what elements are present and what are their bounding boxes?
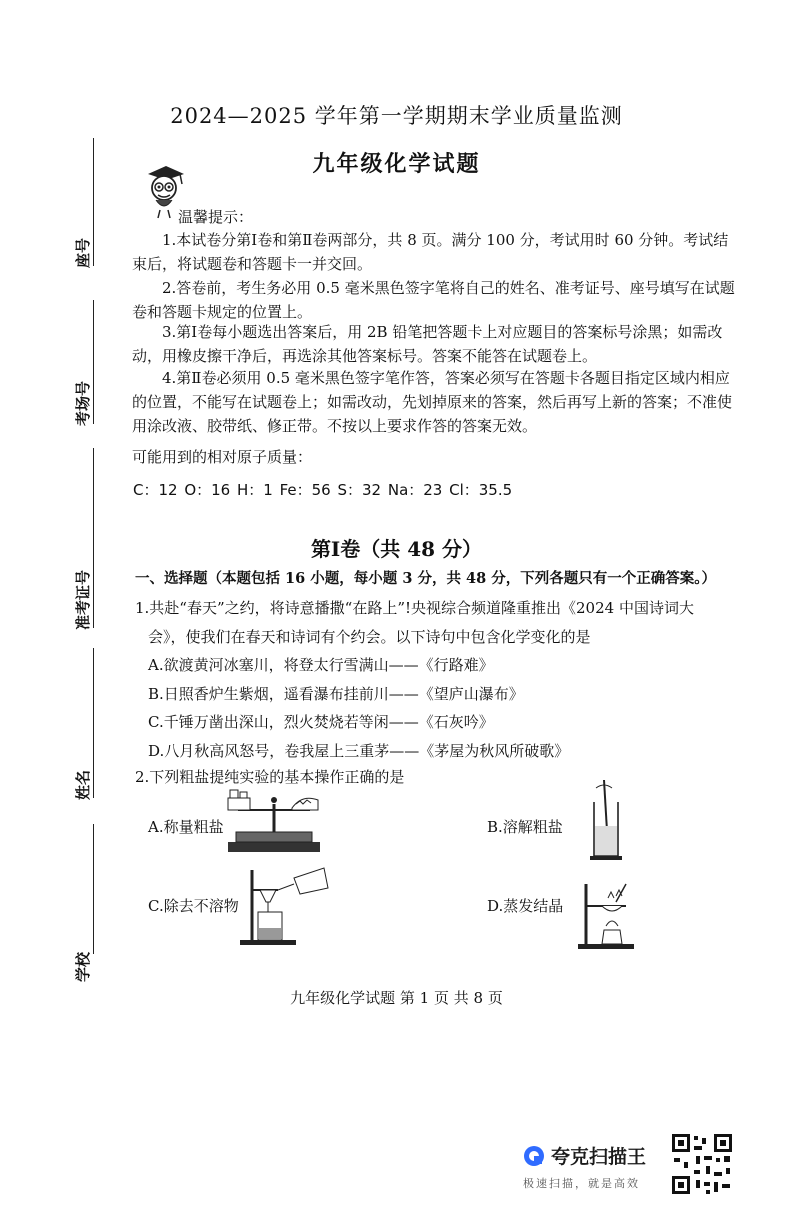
q1-option-a: A.欲渡黄河冰塞川，将登太行雪满山——《行路难》 — [148, 656, 494, 674]
q2-option-b: B.溶解粗盐 — [487, 818, 563, 836]
section-instruction: 一、选择题（本题包括 16 小题，每小题 3 分，共 48 分，下列各题只有一个正确答案。） — [135, 570, 716, 587]
qr-code-icon — [670, 1132, 734, 1196]
exam-title: 2024—2025 学年第一学期期末学业质量监测 — [170, 104, 623, 128]
q1-stem-line2: 会》，使我们在春天和诗词有个约会。以下诗句中包含化学变化的是 — [148, 628, 591, 646]
balance-icon — [222, 786, 326, 856]
tip-item-3: 3.第Ⅰ卷每小题选出答案后，用 2B 铅笔把答题卡上对应题目的答案标号涂黑；如需改动，用橡皮擦干净后，再选涂其他答案标号。答案不能答在试题卷上。 — [132, 323, 723, 365]
page-footer: 九年级化学试题 第 1 页 共 8 页 — [290, 989, 503, 1007]
scanner-brand — [523, 1142, 646, 1191]
tip-item-4: 4.第Ⅱ卷必须用 0.5 毫米黑色签字笔作答，答案必须写在答题卡各题目指定区域内相应的位置，不能写在试题卷上；如需改动，先划掉原来的答案，然后再写上新的答案；不准使用涂改液、胶带纸、修正带。不按以上要求作答的答案无效。 — [132, 369, 733, 435]
side-line-seat — [93, 138, 94, 266]
tips-label: 温馨提示： — [178, 208, 254, 226]
q1-option-d: D.八月秋高风怒号，卷我屋上三重茅——《茅屋为秋风所破歌》 — [148, 742, 570, 760]
q1-option-c: C.千锤万凿出深山，烈火焚烧若等闲——《石灰吟》 — [148, 713, 494, 731]
q1-option-b: B.日照香炉生紫烟，遥看瀑布挂前川——《望庐山瀑布》 — [148, 685, 524, 703]
side-label-room: 考场号 — [74, 380, 92, 426]
atomic-mass-label: 可能用到的相对原子质量： — [132, 448, 313, 466]
side-line-name — [93, 648, 94, 798]
side-label-seat: 座号 — [74, 237, 92, 268]
q2-option-c: C.除去不溶物 — [148, 897, 239, 915]
tip-item-1: 1.本试卷分第Ⅰ卷和第Ⅱ卷两部分，共 8 页。满分 100 分，考试用时 60 分钟。考试结束后，将试题卷和答题卡一并交回。 — [132, 231, 729, 273]
q1-stem-line1: 1.共赴“春天”之约，将诗意播撒“在路上”!央视综合频道隆重推出《2024 中国诗词大 — [135, 599, 694, 617]
section-title: 第Ⅰ卷（共 48 分） — [310, 537, 483, 561]
q2-option-a: A.称量粗盐 — [148, 818, 224, 836]
q2-stem: 2.下列粗盐提纯实验的基本操作正确的是 — [135, 768, 405, 786]
scanner-brand-name: 夸克扫描王 — [551, 1146, 647, 1168]
exam-subtitle: 九年级化学试题 — [312, 151, 481, 177]
tip-item-2: 2.答卷前，考生务必用 0.5 毫米黑色签字笔将自己的姓名、准考证号、座号填写在试题卷和答题卡规定的位置上。 — [132, 279, 735, 321]
evaporation-icon — [576, 878, 638, 952]
side-label-school: 学校 — [74, 951, 92, 982]
scanner-logo-icon — [523, 1145, 545, 1167]
atomic-mass-values: C：12 O：16 H：1 Fe：56 S：32 Na：23 Cl：35.5 — [133, 481, 513, 499]
side-label-name: 姓名 — [74, 769, 92, 800]
beaker-stir-icon — [586, 778, 626, 864]
side-line-room — [93, 300, 94, 424]
q2-option-d: D.蒸发结晶 — [487, 897, 564, 915]
filtration-icon — [238, 860, 330, 946]
side-label-ticket: 准考证号 — [74, 569, 92, 630]
scanner-tagline: 极速扫描，就是高效 — [523, 1177, 640, 1190]
side-line-school — [93, 824, 94, 954]
